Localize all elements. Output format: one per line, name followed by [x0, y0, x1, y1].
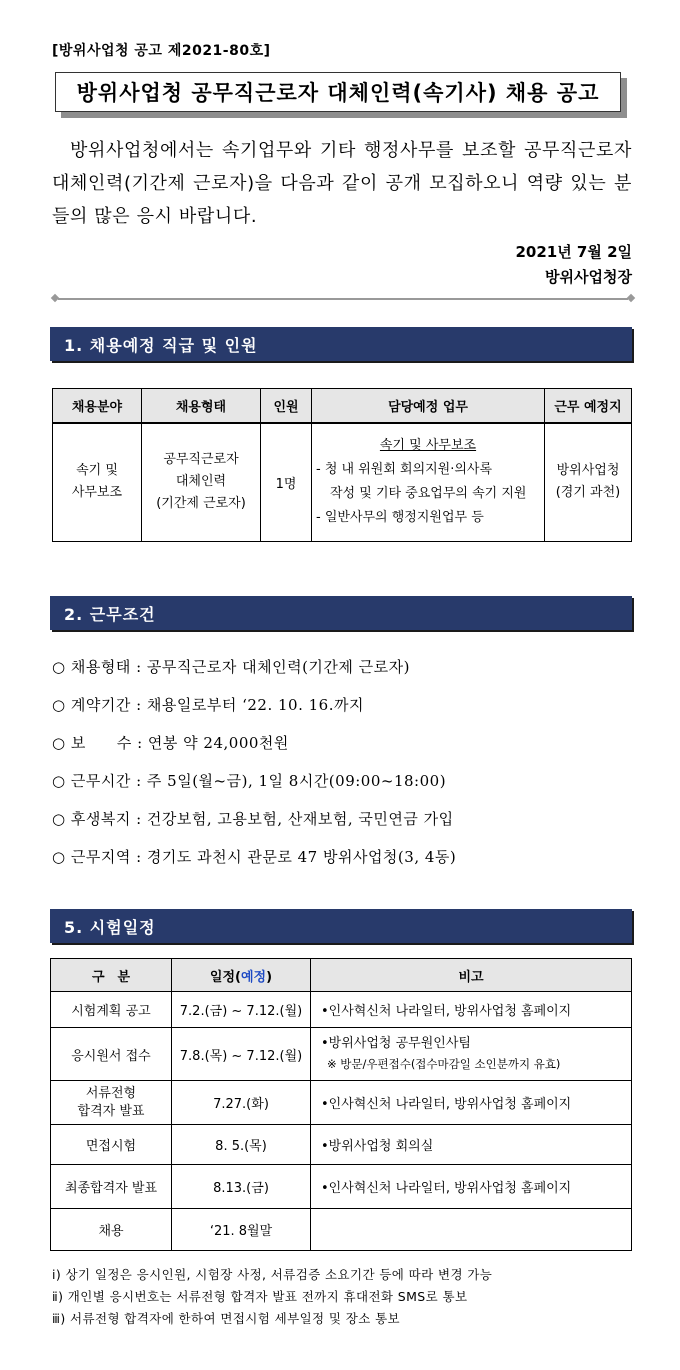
section1-header: 1. 채용예정 직급 및 인원 [50, 327, 632, 361]
place-line: 방위사업청 [556, 463, 620, 479]
position-table [52, 388, 632, 542]
note-cell: •방위사업청 회의실 [311, 1125, 632, 1165]
note-line: •방위사업청 공무원인사팀 [321, 1036, 471, 1051]
col-header: 채용형태 [142, 389, 261, 424]
stage-cell: 최종합격자 발표 [51, 1165, 172, 1209]
field-line: 사무보조 [71, 485, 123, 501]
col-header: 근무 예정지 [545, 389, 632, 424]
stage-cell: 채용 [51, 1209, 172, 1251]
table-row [51, 1081, 632, 1125]
place-cell [545, 423, 632, 541]
condition-item: ○ 근무시간 : 주 5일(월~금), 1일 8시간(09:00~18:00) [52, 772, 447, 790]
stage-line: 합격자 발표 [77, 1103, 145, 1119]
footnote: ⅰ) 상기 일정은 응시인원, 시험장 사정, 서류검증 소요기간 등에 따라 변경 가능 [52, 1267, 493, 1282]
issue-date: 2021년 7월 2일 [515, 243, 632, 261]
duty-head: 속기 및 사무보조 [379, 438, 477, 454]
condition-item: ○ 계약기간 : 채용일로부터 ‘22. 10. 16.까지 [52, 696, 364, 714]
section5-header: 5. 시험일정 [50, 909, 632, 943]
table-row [51, 1165, 632, 1209]
duty-cell [312, 423, 545, 541]
col-header: 담당예정 업무 [312, 389, 545, 424]
table-header-row [51, 959, 632, 992]
date-cell: 7.8.(목) ~ 7.12.(월) [172, 1028, 311, 1081]
duty-item: - 청 내 위원회 회의지원·의사록 [316, 462, 493, 478]
stage-cell [51, 1081, 172, 1125]
condition-item: ○ 후생복지 : 건강보험, 고용보험, 산재보험, 국민연금 가입 [52, 810, 454, 828]
col-header: 채용분야 [53, 389, 142, 424]
type-line: (기간제 근로자) [156, 496, 246, 512]
footnote: ⅲ) 서류전형 합격자에 한하여 면접시험 세부일정 및 장소 통보 [52, 1311, 401, 1326]
col-header: 비고 [311, 959, 632, 992]
stage-cell: 시험계획 공고 [51, 992, 172, 1028]
table-row [51, 1125, 632, 1165]
duty-item: 작성 및 기타 중요업무의 속기 지원 [330, 486, 527, 502]
section2-header: 2. 근무조건 [50, 596, 632, 630]
note-cell [311, 1028, 632, 1081]
col-header: 구 분 [51, 959, 172, 992]
field-cell [53, 423, 142, 541]
title-banner [55, 72, 625, 118]
date-cell: 7.27.(화) [172, 1081, 311, 1125]
col-header: 인원 [261, 389, 312, 424]
notice-number: [방위사업청 공고 제2021-80호] [52, 43, 271, 59]
estimated-label: 예정 [240, 969, 267, 985]
stage-line: 서류전형 [85, 1085, 137, 1101]
count-cell: 1명 [261, 423, 312, 541]
type-cell [142, 423, 261, 541]
schedule-table [50, 958, 632, 1251]
issuer: 방위사업청장 [545, 268, 632, 286]
page-title: 방위사업청 공무직근로자 대체인력(속기사) 채용 공고 [55, 72, 621, 112]
note-sub: ※ 방문/우편접수(접수마감일 소인분까지 유효) [327, 1057, 561, 1071]
place-line: (경기 과천) [555, 485, 621, 501]
table-header-row [53, 389, 632, 424]
col-header: 일정(예정) [172, 959, 311, 992]
intro-paragraph: 방위사업청에서는 속기업무와 기타 행정사무를 보조할 공무직근로자 대체인력(기간제 근로자)을 다음과 같이 공개 모집하오니 역량 있는 분들의 많은 응시 바랍니다. [52, 140, 632, 227]
footnotes [52, 1264, 492, 1330]
table-row [51, 992, 632, 1028]
issue-block [515, 240, 632, 290]
type-line: 대체인력 [175, 474, 227, 490]
date-cell: ‘21. 8월말 [172, 1209, 311, 1251]
divider [52, 294, 634, 304]
condition-item: ○ 채용형태 : 공무직근로자 대체인력(기간제 근로자) [52, 658, 410, 676]
note-cell [311, 1209, 632, 1251]
stage-cell: 면접시험 [51, 1125, 172, 1165]
date-cell: 8.13.(금) [172, 1165, 311, 1209]
note-cell: •인사혁신처 나라일터, 방위사업청 홈페이지 [311, 1081, 632, 1125]
field-line: 속기 및 [76, 463, 118, 479]
date-cell: 8. 5.(목) [172, 1125, 311, 1165]
condition-item: ○ 보 수 : 연봉 약 24,000천원 [52, 734, 289, 752]
date-cell: 7.2.(금) ~ 7.12.(월) [172, 992, 311, 1028]
stage-cell: 응시원서 접수 [51, 1028, 172, 1081]
note-cell: •인사혁신처 나라일터, 방위사업청 홈페이지 [311, 1165, 632, 1209]
note-cell: •인사혁신처 나라일터, 방위사업청 홈페이지 [311, 992, 632, 1028]
type-line: 공무직근로자 [163, 452, 239, 468]
footnote: ⅱ) 개인별 응시번호는 서류전형 합격자 발표 전까지 휴대전화 SMS로 통보 [52, 1289, 468, 1304]
condition-item: ○ 근무지역 : 경기도 과천시 관문로 47 방위사업청(3, 4동) [52, 848, 457, 866]
table-row [53, 423, 632, 541]
table-row [51, 1028, 632, 1081]
duty-item: - 일반사무의 행정지원업무 등 [316, 510, 484, 526]
table-row [51, 1209, 632, 1251]
